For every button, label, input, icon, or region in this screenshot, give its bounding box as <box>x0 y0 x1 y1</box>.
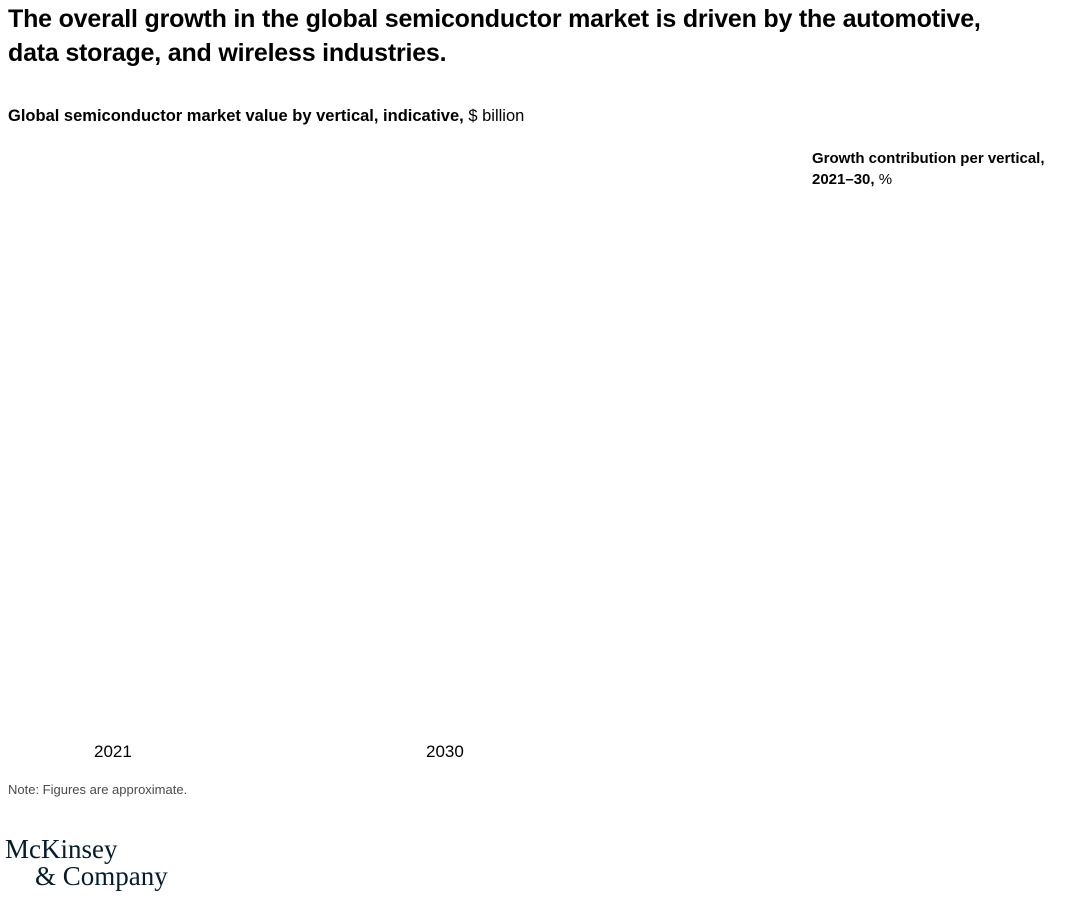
chart-footnote: Note: Figures are approximate. <box>8 782 188 797</box>
chart-subtitle-unit: $ billion <box>468 107 525 125</box>
legend-title <box>812 148 1062 190</box>
chart-subtitle-bold: Global semiconductor market value by vertical, indicative, <box>8 107 464 125</box>
page-title: The overall growth in the global semiconductor market is driven by the automotive, data storage, and wireless industries. <box>8 5 981 67</box>
mckinsey-logo <box>5 836 168 890</box>
chart-plot-area <box>8 190 1072 740</box>
x-axis <box>8 742 1072 772</box>
chart-subtitle <box>8 105 524 127</box>
x-axis-tick-2021: 2021 <box>94 742 132 761</box>
logo-line-1: McKinsey <box>5 834 118 864</box>
logo-line-2: & Company <box>35 861 168 891</box>
legend-title-unit: % <box>878 171 893 188</box>
x-axis-tick-2030: 2030 <box>426 742 464 761</box>
legend-title-bold: Growth contribution per vertical, 2021–30, <box>812 150 1045 188</box>
